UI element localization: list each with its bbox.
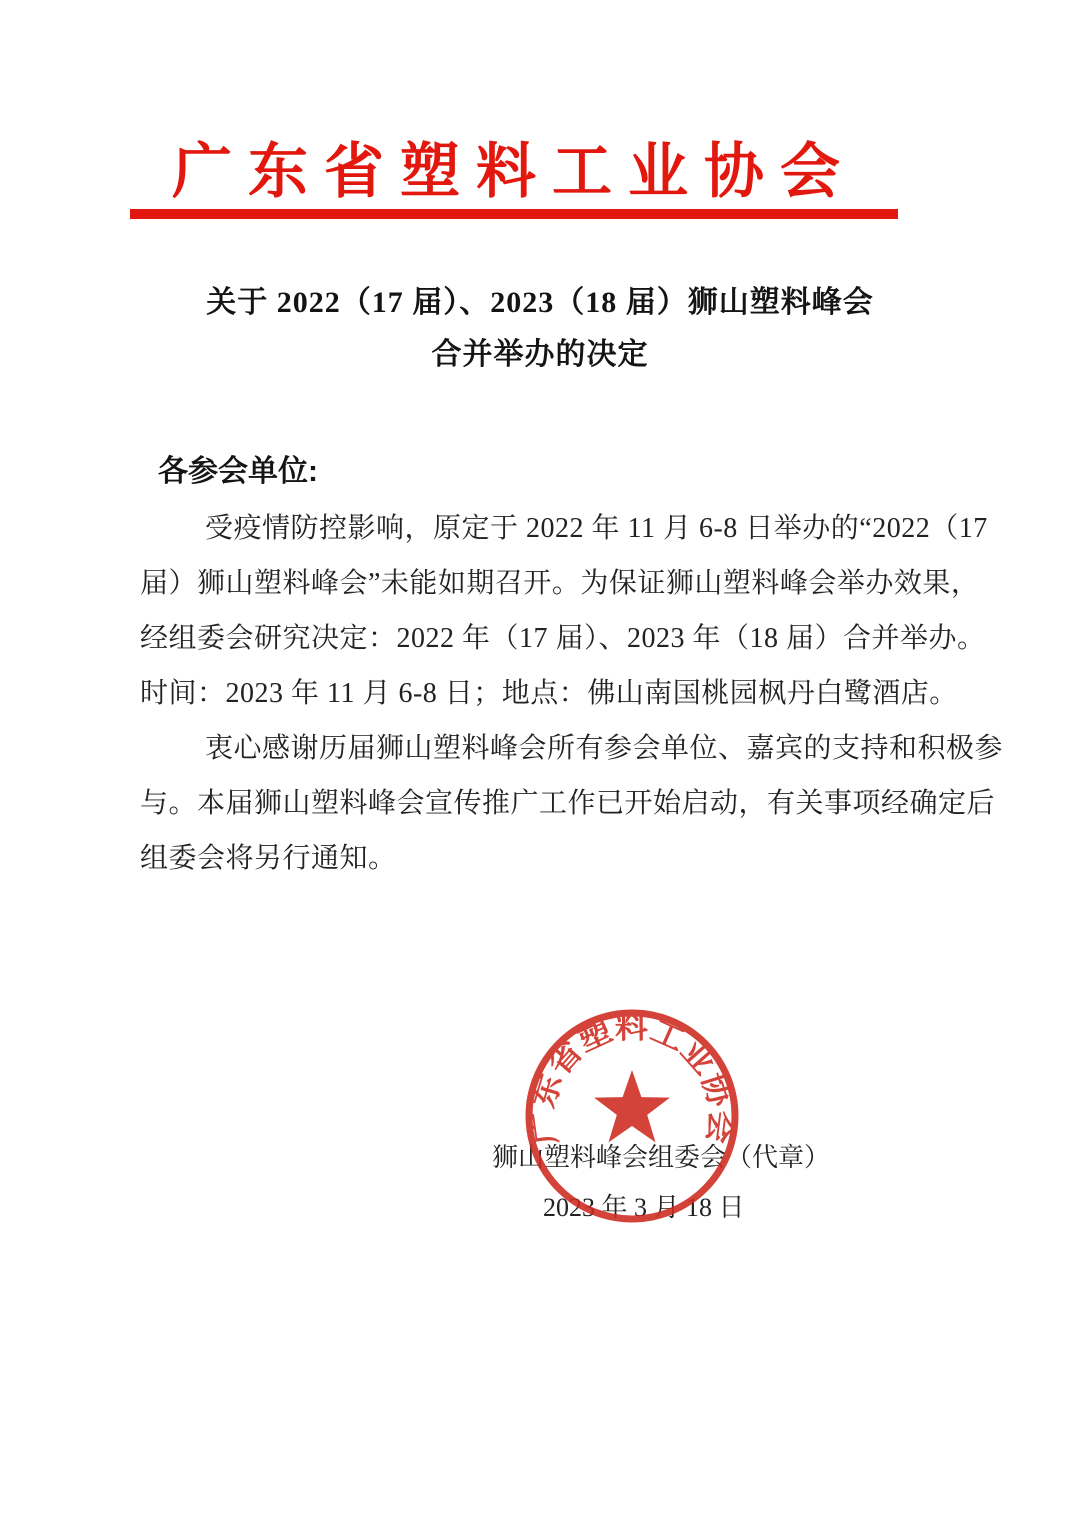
official-seal [512, 996, 752, 1236]
body-line: 受疫情防控影响，原定于 2022 年 11 月 6-8 日举办的“2022（17 [205, 513, 988, 544]
document-title [0, 277, 1080, 381]
document-title-line-1: 关于 2022（17 届）、2023（18 届）狮山塑料峰会 [206, 286, 874, 319]
body-text [140, 501, 1004, 886]
seal-star-icon [594, 1070, 670, 1142]
signature-line: 狮山塑料峰会组委会（代章） [492, 1143, 831, 1172]
body-line: 与。本届狮山塑料峰会宣传推广工作已开始启动，有关事项经确定后 [140, 788, 996, 819]
body-line: 衷心感谢历届狮山塑料峰会所有参会单位、嘉宾的支持和积极参 [205, 733, 1004, 764]
date-line: 2023 年 3 月 18 日 [543, 1193, 745, 1222]
letterhead-org-name: 广东省塑料工业协会 [172, 139, 856, 205]
seal-org-name: 广东省塑料工业协会 [527, 1011, 738, 1147]
body-line: 届）狮山塑料峰会”未能如期召开。为保证狮山塑料峰会举办效果， [140, 568, 980, 599]
salutation: 各参会单位: [158, 455, 318, 488]
document-title-line-2: 合并举办的决定 [431, 338, 649, 371]
body-line: 经组委会研究决定：2022 年（17 届）、2023 年（18 届）合并举办。 [140, 623, 986, 654]
body-line: 组委会将另行通知。 [140, 843, 397, 874]
letterhead-underline [130, 209, 898, 219]
body-line: 时间：2023 年 11 月 6-8 日；地点：佛山南国桃园枫丹白鹭酒店。 [140, 678, 958, 709]
